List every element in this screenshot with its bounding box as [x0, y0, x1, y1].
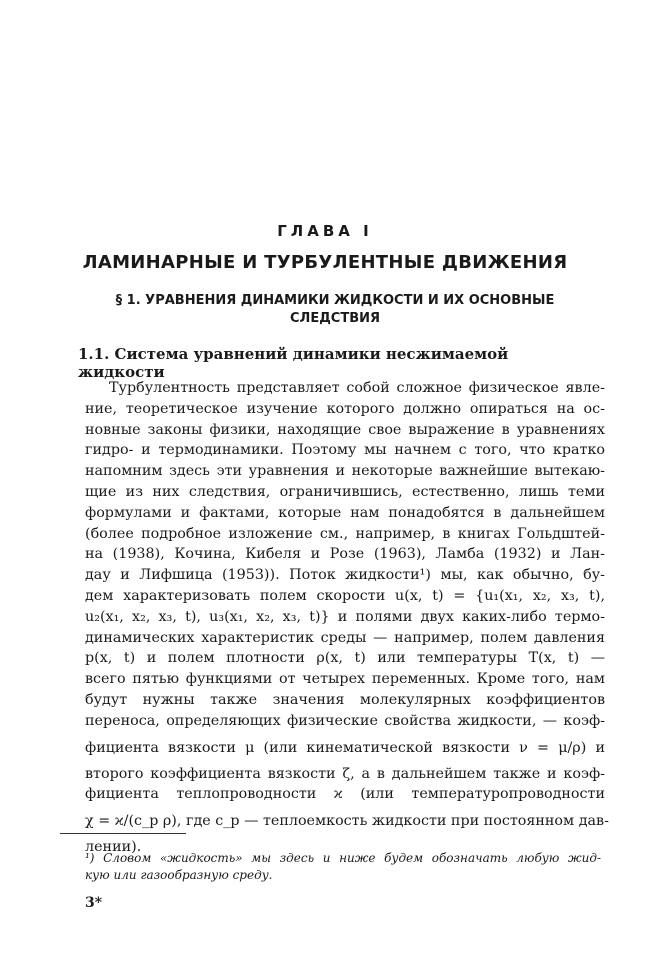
- body-line: формулами и фактами, которые нам понадобятся в дальнейшем: [85, 504, 605, 521]
- body-line: всего пятью функциями от четырех переменных. Кроме того, нам: [85, 671, 605, 688]
- body-line: фициента вязкости μ (или кинематической вязкости ν = μ/ρ) и: [85, 739, 605, 756]
- footnote-line-2: кую или газообразную среду.: [85, 868, 273, 882]
- chapter-label: ГЛАВА I: [277, 222, 373, 240]
- body-line: на (1938), Кочина, Кибеля и Розе (1963), Ламба (1932) и Лан-: [85, 546, 605, 563]
- body-line: Турбулентность представляет собой сложное физическое явле-: [109, 380, 605, 396]
- body-line: второго коэффициента вязкости ζ, а в дальнейшем также и коэф-: [85, 765, 605, 782]
- section-title: [95, 292, 575, 328]
- body-line: u₂(x₁, x₂, x₃, t), u₃(x₁, x₂, x₃, t)} и полями двух каких-либо термо-: [85, 608, 605, 625]
- subsection-title: 1.1. Система уравнений динамики несжимаемой жидкости: [78, 345, 509, 381]
- body-line: будут нужны также значения молекулярных коэффициентов: [85, 691, 605, 708]
- body-paragraph: [85, 378, 609, 858]
- footnote: [85, 850, 601, 884]
- body-line: χ = ϰ/(c_p ρ), где c_p — теплоемкость жидкости при постоянном дав-: [85, 813, 609, 830]
- body-line: гидро- и термодинамики. Поэтому мы начнем с того, что кратко: [85, 442, 605, 459]
- body-line: дау и Лифшица (1953)). Поток жидкости¹) мы, как обычно, бу-: [85, 567, 605, 584]
- body-line: напомним здесь эти уравнения и некоторые важнейшие вытекаю-: [85, 463, 605, 480]
- chapter-title: ЛАМИНАРНЫЕ И ТУРБУЛЕНТНЫЕ ДВИЖЕНИЯ: [82, 252, 568, 273]
- body-line: переноса, определяющих физические свойства жидкости, — коэф-: [85, 712, 605, 729]
- body-line: p(x, t) и полем плотности ρ(x, t) или температуры T(x, t) —: [85, 650, 605, 667]
- section-title-line-1: § 1. УРАВНЕНИЯ ДИНАМИКИ ЖИДКОСТИ И ИХ ОСНОВНЫЕ: [115, 293, 555, 308]
- body-line: динамических характеристик среды — например, полем давления: [85, 629, 605, 646]
- body-line: дем характеризовать полем скорости u(x, t) = {u₁(x₁, x₂, x₃, t),: [85, 587, 605, 604]
- body-line: фициента теплопроводности ϰ (или температуропроводности: [85, 786, 605, 803]
- footnote-line-1: ¹) Словом «жидкость» мы здесь и ниже будем обозначать любую жид-: [85, 851, 601, 865]
- body-line: (более подробное изложение см., например, в книгах Гольдштей-: [85, 525, 605, 542]
- body-line: ние, теоретическое изучение которого должно опираться на ос-: [85, 400, 605, 417]
- body-line: лении).: [85, 839, 142, 856]
- section-title-line-2: СЛЕДСТВИЯ: [289, 311, 380, 326]
- body-line: новные законы физики, находящие свое выражение в уравнениях: [85, 421, 605, 438]
- footnote-divider: [60, 833, 186, 834]
- page-number: 3*: [85, 895, 103, 911]
- body-line: щие из них следствия, ограничившись, естественно, лишь теми: [85, 483, 605, 500]
